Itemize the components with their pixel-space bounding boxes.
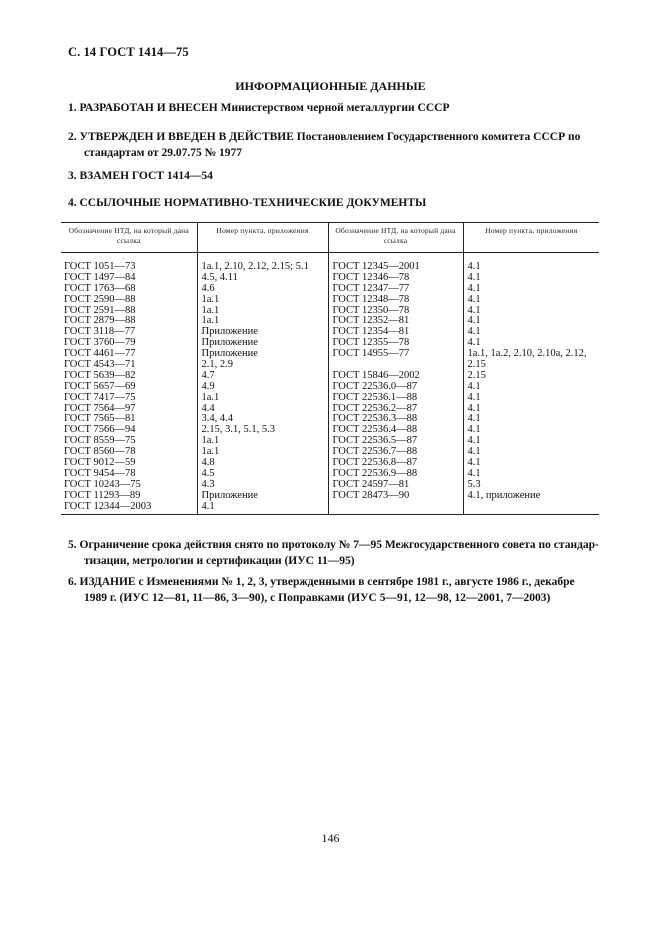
table-cell: 4.1 xyxy=(467,413,481,425)
table-cell: 4.1 xyxy=(467,326,481,338)
info-item-3-text: 3. ВЗАМЕН ГОСТ 1414—54 xyxy=(68,170,213,182)
table-cell: ГОСТ 2591—88 xyxy=(64,304,136,316)
table-cell: ГОСТ 2590—88 xyxy=(64,293,136,305)
table-cell: ГОСТ 7564—97 xyxy=(64,402,136,414)
table-cell: ГОСТ 22536.1—88 xyxy=(332,391,418,403)
table-cell: ГОСТ 12350—78 xyxy=(332,304,410,316)
table-cell: 4.1 xyxy=(467,457,481,469)
table-cell: ГОСТ 8559—75 xyxy=(64,435,136,447)
table-cell: ГОСТ 7566—94 xyxy=(64,424,136,436)
table-cell: 1а.1 xyxy=(201,446,220,458)
header-ntd-designation-1: Обозначение НТД, на который дана ссылка xyxy=(61,223,197,253)
page-header: С. 14 ГОСТ 1414—75 xyxy=(68,45,189,59)
table-cell: 4.1 xyxy=(467,424,481,436)
table-cell: ГОСТ 12344—2003 xyxy=(64,500,152,512)
table-cell: 4.8 xyxy=(201,457,215,469)
table-cell: ГОСТ 3760—79 xyxy=(64,337,136,349)
table-cell: 1а.1, 1а.2, 2.10, 2.10а, 2.12, xyxy=(467,348,587,360)
info-item-6 xyxy=(68,574,613,606)
info-item-1-text: 1. РАЗРАБОТАН И ВНЕСЕН Министерством черной металлургии СССР xyxy=(68,102,450,114)
table-cell: 5.3 xyxy=(467,478,481,490)
column-ntd-designation-2 xyxy=(328,253,463,515)
table-cell: 1а.1 xyxy=(201,304,220,316)
table-body-row xyxy=(61,253,599,515)
table-cell: 4.3 xyxy=(201,478,215,490)
table-cell: 1а.1 xyxy=(201,391,220,403)
table-cell: 4.1 xyxy=(467,282,481,294)
table-cell: 1а.1, 2.10, 2.12, 2.15; 5.1 xyxy=(201,261,309,272)
table-cell: Приложение xyxy=(201,326,258,338)
table-cell: ГОСТ 5639—82 xyxy=(64,369,136,381)
table-cell: ГОСТ 9454—78 xyxy=(64,467,136,479)
table-cell: ГОСТ 7565—81 xyxy=(64,413,136,425)
column-ntd-designation-1 xyxy=(61,253,197,515)
info-item-4 xyxy=(68,195,613,211)
table-cell: 4.1 xyxy=(467,435,481,447)
table-cell: 3.4, 4.4 xyxy=(201,413,233,425)
table-cell: ГОСТ 5657—69 xyxy=(64,380,136,392)
table-cell: ГОСТ 12348—78 xyxy=(332,293,410,305)
table-cell: ГОСТ 12347—77 xyxy=(332,282,410,294)
table-cell: ГОСТ 22536.5—87 xyxy=(332,435,418,447)
table-cell: 4.1 xyxy=(467,337,481,349)
info-item-5-line1: 5. Ограничение срока действия снято по протоколу № 7—95 Межгосударственного совета по стандар- xyxy=(68,539,599,551)
table-cell: 4.1 xyxy=(467,261,481,272)
table-cell: ГОСТ 22536.4—88 xyxy=(332,424,418,436)
table-cell: 4.5 xyxy=(201,467,215,479)
table-cell: ГОСТ 24597—81 xyxy=(332,478,410,490)
table-cell: ГОСТ 12345—2001 xyxy=(332,261,420,272)
table-cell: ГОСТ 9012—59 xyxy=(64,457,136,469)
table-cell: ГОСТ 11293—89 xyxy=(64,489,141,501)
table-cell: 4.1 xyxy=(467,467,481,479)
info-item-5 xyxy=(68,537,613,569)
table-cell: 2.15, 3.1, 5.1, 5.3 xyxy=(201,424,275,436)
page-number: 146 xyxy=(321,831,340,845)
column-clause-number-2 xyxy=(463,253,599,515)
table-cell: ГОСТ 7417—75 xyxy=(64,391,136,403)
table-cell: ГОСТ 12355—78 xyxy=(332,337,410,349)
table-cell: 4.1 xyxy=(467,380,481,392)
table-cell: ГОСТ 4543—71 xyxy=(64,359,136,371)
table-cell: ГОСТ 12346—78 xyxy=(332,271,410,283)
table-cell: 1а.1 xyxy=(201,435,220,447)
table-cell: ГОСТ 1497—84 xyxy=(64,271,136,283)
table-cell: 4.9 xyxy=(201,380,215,392)
info-item-6-line2: 1989 г. (ИУС 12—81, 11—86, 3—90), с Поправками (ИУС 5—91, 12—98, 12—2001, 7—2003) xyxy=(84,592,551,604)
table-cell: ГОСТ 28473—90 xyxy=(332,489,410,501)
table-cell xyxy=(333,502,459,513)
info-item-6-line1: 6. ИЗДАНИЕ с Изменениями № 1, 2, 3, утвержденными в сентябре 1981 г., августе 1986 г., декабре xyxy=(68,576,575,588)
table-cell: 4.7 xyxy=(201,369,215,381)
table-cell: 4.1 xyxy=(467,304,481,316)
info-item-2 xyxy=(68,129,613,161)
info-item-1 xyxy=(68,100,613,116)
table-cell: ГОСТ 12354—81 xyxy=(332,326,410,338)
table-cell: Приложение xyxy=(201,489,258,501)
table-cell: ГОСТ 8560—78 xyxy=(64,446,136,458)
table-cell: ГОСТ 14955—77 xyxy=(332,348,410,360)
header-ntd-designation-2: Обозначение НТД, на который дана ссылка xyxy=(328,223,463,253)
table-cell: ГОСТ 22536.3—88 xyxy=(332,413,418,425)
table-cell: 4.1 xyxy=(467,315,481,327)
table-cell: 4.1 xyxy=(201,500,215,512)
table-cell xyxy=(468,502,596,513)
table-cell: 4.6 xyxy=(201,282,215,294)
table-cell: 4.1 xyxy=(467,391,481,403)
column-clause-number-1 xyxy=(197,253,328,515)
table-cell: ГОСТ 22536.9—88 xyxy=(332,467,418,479)
table-cell: Приложение xyxy=(201,337,258,349)
table-cell: ГОСТ 12352—81 xyxy=(332,315,410,327)
table-cell: ГОСТ 1763—68 xyxy=(64,282,136,294)
info-item-4-text: 4. ССЫЛОЧНЫЕ НОРМАТИВНО-ТЕХНИЧЕСКИЕ ДОКУМЕНТЫ xyxy=(68,197,427,209)
table-cell: ГОСТ 22536.8—87 xyxy=(332,457,418,469)
table-cell: ГОСТ 22536.7—88 xyxy=(332,446,418,458)
info-item-2-line2: стандартам от 29.07.75 № 1977 xyxy=(84,147,243,159)
reference-documents-table xyxy=(61,222,599,515)
table-cell: 2.15 xyxy=(467,369,486,381)
table-cell: ГОСТ 4461—77 xyxy=(64,348,136,360)
table-cell: ГОСТ 2879—88 xyxy=(64,315,136,327)
table-header-row xyxy=(61,223,599,253)
table-cell: 1а.1 xyxy=(201,293,220,305)
table-cell: ГОСТ 1051—73 xyxy=(64,261,136,272)
table-cell: 4.1 xyxy=(467,293,481,305)
table-cell: ГОСТ 22536.2—87 xyxy=(332,402,418,414)
table-cell: ГОСТ 3118—77 xyxy=(64,326,136,338)
header-clause-number-1: Номер пункта, приложения xyxy=(197,223,328,253)
table-cell: 2.15 xyxy=(467,359,486,371)
table-cell: 4.1 xyxy=(467,402,481,414)
table-cell: 2.1, 2.9 xyxy=(201,359,233,371)
table-cell: 4.4 xyxy=(201,402,215,414)
table-cell: 4.1 xyxy=(467,271,481,283)
table-cell: Приложение xyxy=(201,348,258,360)
table-cell: 4.1, приложение xyxy=(467,489,541,501)
info-item-3 xyxy=(68,168,613,184)
table-cell: 1а.1 xyxy=(201,315,220,327)
table-cell: 4.1 xyxy=(467,446,481,458)
table-cell: 4.5, 4.11 xyxy=(201,271,238,283)
section-title: ИНФОРМАЦИОННЫЕ ДАННЫЕ xyxy=(235,79,426,93)
header-clause-number-2: Номер пункта, приложения xyxy=(463,223,599,253)
info-item-5-line2: тизации, метрологии и сертификации (ИУС 11—95) xyxy=(84,555,355,567)
table-cell: ГОСТ 10243—75 xyxy=(64,478,141,490)
table-cell: ГОСТ 22536.0—87 xyxy=(332,380,418,392)
info-item-2-line1: 2. УТВЕРЖДЕН И ВВЕДЕН В ДЕЙСТВИЕ Постановлением Государственного комитета СССР по xyxy=(68,131,581,143)
table-cell: ГОСТ 15846—2002 xyxy=(332,369,420,381)
